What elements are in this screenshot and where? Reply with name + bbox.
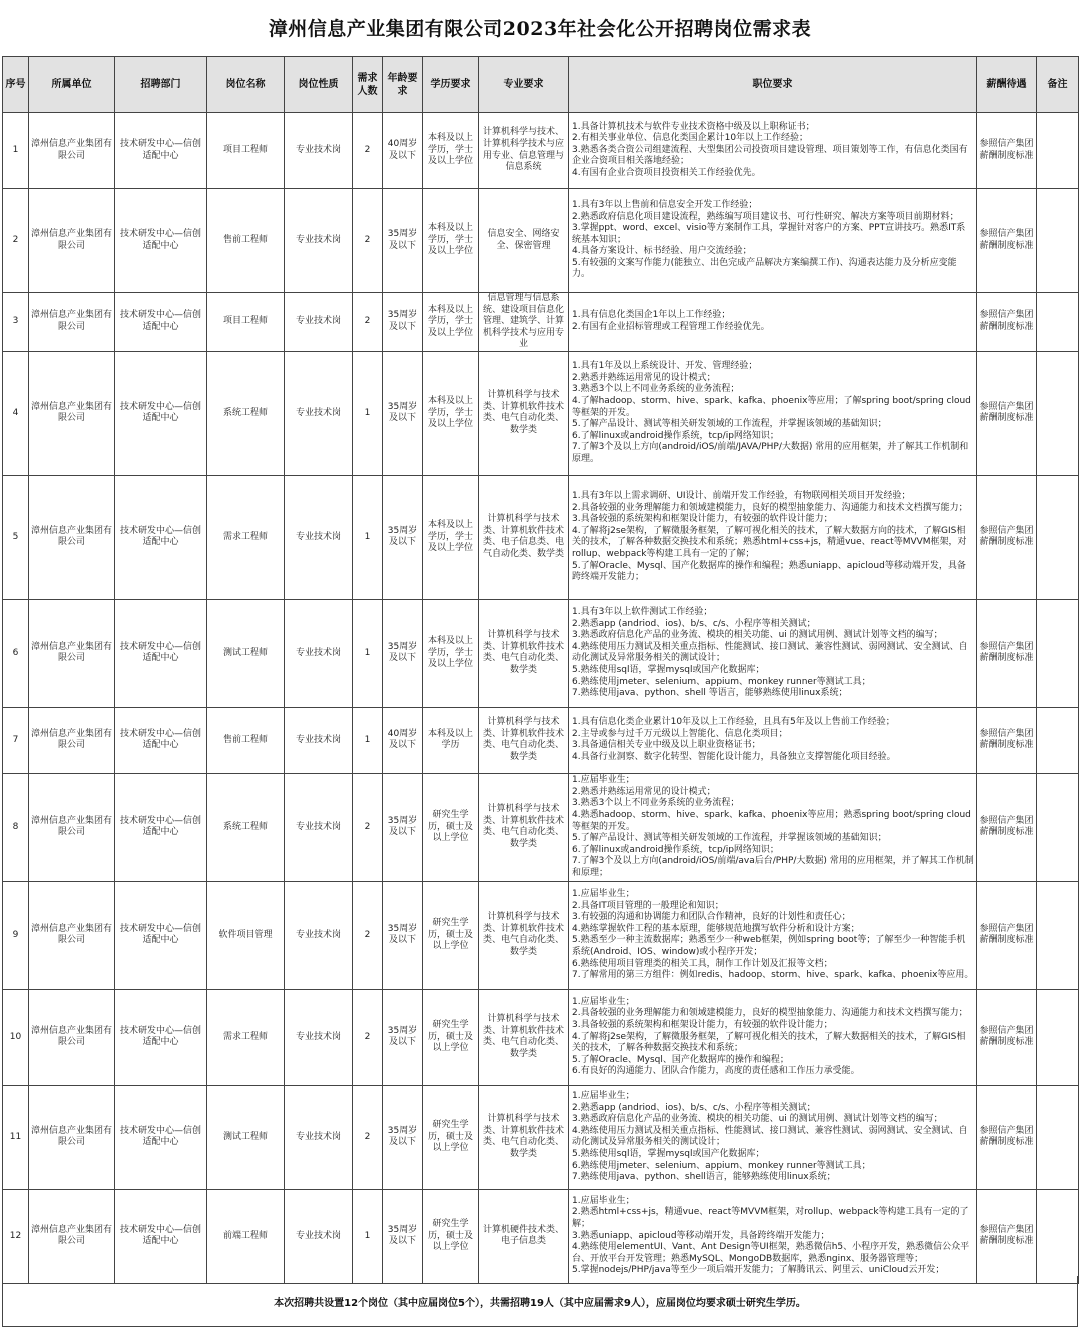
salary-cell: 参照信产集团薪酬制度标准 bbox=[977, 475, 1037, 599]
row-number: 1 bbox=[3, 113, 29, 189]
salary-cell: 参照信产集团薪酬制度标准 bbox=[977, 881, 1037, 989]
table-row bbox=[3, 881, 1079, 989]
dept-cell: 技术研发中心—信创适配中心 bbox=[115, 1189, 207, 1283]
requirement-line: 5.了解Oracle、Mysql、国产化数据库的操作和编程； bbox=[572, 1054, 789, 1065]
header-cell: 学历要求 bbox=[423, 57, 479, 113]
table-row bbox=[3, 475, 1079, 599]
requirement-line: 2.熟悉并熟练运用常见的设计模式； bbox=[572, 372, 716, 383]
requirements-cell bbox=[569, 599, 977, 707]
post-name-cell: 项目工程师 bbox=[207, 293, 285, 352]
major-cell: 计算机科学与技术类、计算机软件技术类、电气自动化类、数学类 bbox=[479, 881, 569, 989]
age-cell: 35周岁及以下 bbox=[383, 351, 423, 475]
headcount-cell: 2 bbox=[353, 773, 383, 881]
requirement-line: 4.熟练掌握软件工程的基本原理，能够规范地撰写软件分析和设计方案； bbox=[572, 923, 860, 934]
requirements-cell bbox=[569, 351, 977, 475]
headcount-cell: 1 bbox=[353, 1189, 383, 1283]
post-name-cell: 软件项目管理 bbox=[207, 881, 285, 989]
requirement-line: 1.应届毕业生； bbox=[572, 1091, 635, 1102]
header-cell: 需求人数 bbox=[353, 57, 383, 113]
requirement-line: 7.了解常用的第三方组件：例如redis、hadoop、storm、hive、spark、kafka、phoenix等应用。 bbox=[572, 970, 974, 981]
post-nature-cell: 专业技术岗 bbox=[285, 1189, 353, 1283]
row-number: 10 bbox=[3, 989, 29, 1085]
unit-cell: 漳州信息产业集团有限公司 bbox=[29, 1085, 115, 1189]
post-nature-cell: 专业技术岗 bbox=[285, 189, 353, 293]
post-name-cell: 售前工程师 bbox=[207, 189, 285, 293]
requirement-line: 2.熟悉政府信息化项目建设流程，熟练编写项目建议书、可行性研究、解决方案等项目前期材料； bbox=[572, 211, 959, 222]
requirements-cell bbox=[569, 475, 977, 599]
header-cell: 岗位性质 bbox=[285, 57, 353, 113]
page-title: 漳州信息产业集团有限公司2023年社会化公开招聘岗位需求表 bbox=[268, 18, 812, 40]
headcount-cell: 1 bbox=[353, 351, 383, 475]
header-cell: 岗位名称 bbox=[207, 57, 285, 113]
requirement-line: 2.有国有企业招标管理或工程管理工作经验优先。 bbox=[572, 321, 770, 332]
table-row bbox=[3, 113, 1079, 189]
post-name-cell: 测试工程师 bbox=[207, 1085, 285, 1189]
requirement-line: 2.具备较强的业务理解能力和领域建模能力，良好的模型抽象能力、沟通能力和技术文档撰写能力； bbox=[572, 502, 968, 513]
major-cell: 计算机科学与技术类、计算机软件技术类、电气自动化类、数学类 bbox=[479, 599, 569, 707]
dept-cell: 技术研发中心—信创适配中心 bbox=[115, 989, 207, 1085]
edu-cell: 研究生学历，硕士及以上学位 bbox=[423, 989, 479, 1085]
requirement-line: 3.具备较强的系统架构和框架设计能力，有较强的软件设计能力； bbox=[572, 1020, 833, 1031]
requirement-line: 5.了解Oracle、Mysql、国产化数据库的操作和编程；熟悉uniapp、apicloud等移动端开发，具备跨终端开发能力； bbox=[572, 560, 966, 583]
requirements-cell bbox=[569, 707, 977, 773]
requirement-line: 4.具备方案设计、标书经验、用户交流经验； bbox=[572, 246, 752, 257]
dept-cell: 技术研发中心—信创适配中心 bbox=[115, 189, 207, 293]
remark-cell bbox=[1037, 773, 1079, 881]
table-row bbox=[3, 351, 1079, 475]
remark-cell bbox=[1037, 293, 1079, 352]
age-cell: 35周岁及以下 bbox=[383, 1085, 423, 1189]
requirement-line: 1.具有1年及以上系统设计、开发、管理经验； bbox=[572, 361, 758, 372]
dept-cell: 技术研发中心—信创适配中心 bbox=[115, 881, 207, 989]
unit-cell: 漳州信息产业集团有限公司 bbox=[29, 707, 115, 773]
row-number: 3 bbox=[3, 293, 29, 352]
requirements-cell bbox=[569, 881, 977, 989]
age-cell: 40周岁及以下 bbox=[383, 113, 423, 189]
requirement-line: 5.掌握nodejs/PHP/java等至少一项后端开发能力；了解腾讯云、阿里云、uniCloud云开发； bbox=[572, 1265, 945, 1276]
post-nature-cell: 专业技术岗 bbox=[285, 599, 353, 707]
unit-cell: 漳州信息产业集团有限公司 bbox=[29, 293, 115, 352]
salary-cell: 参照信产集团薪酬制度标准 bbox=[977, 189, 1037, 293]
requirement-line: 2.有相关事业单位、信息化类国企累计10年以上工作经验； bbox=[572, 133, 809, 144]
table-row bbox=[3, 989, 1079, 1085]
header-cell: 专业要求 bbox=[479, 57, 569, 113]
salary-cell: 参照信产集团薪酬制度标准 bbox=[977, 599, 1037, 707]
requirement-line: 1.具有3年以上售前和信息安全开发工作经验； bbox=[572, 199, 758, 210]
requirement-line: 3.熟悉政府信息化产品的业务流、模块的相关功能、ui 的测试用例、测试计划等文档的编写； bbox=[572, 1114, 943, 1125]
post-name-cell: 系统工程师 bbox=[207, 773, 285, 881]
headcount-cell: 2 bbox=[353, 189, 383, 293]
table-row bbox=[3, 1085, 1079, 1189]
edu-cell: 本科及以上学历，学士及以上学位 bbox=[423, 189, 479, 293]
header-cell: 年龄要求 bbox=[383, 57, 423, 113]
unit-cell: 漳州信息产业集团有限公司 bbox=[29, 599, 115, 707]
post-nature-cell: 专业技术岗 bbox=[285, 773, 353, 881]
requirement-line: 3.掌握ppt、word、excel、visio等方案制作工具，掌握针对客户的方案、PPT宣讲技巧。熟悉IT系统基本知识； bbox=[572, 223, 966, 245]
major-cell: 计算机科学与技术类、计算机软件技术类、电气自动化类、数学类 bbox=[479, 773, 569, 881]
unit-cell: 漳州信息产业集团有限公司 bbox=[29, 1189, 115, 1283]
requirement-line: 2.具备IT项目管理的一般理论和知识； bbox=[572, 900, 724, 911]
post-nature-cell: 专业技术岗 bbox=[285, 113, 353, 189]
requirement-line: 6.熟练使用项目管理类的相关工具，制作工作计划及汇报等文档； bbox=[572, 958, 833, 969]
remark-cell bbox=[1037, 351, 1079, 475]
table-row bbox=[3, 599, 1079, 707]
requirement-line: 5.了解产品设计、测试等相关研发领域的工作流程，并掌握该领域的基础知识； bbox=[572, 833, 887, 844]
dept-cell: 技术研发中心—信创适配中心 bbox=[115, 707, 207, 773]
headcount-cell: 1 bbox=[353, 707, 383, 773]
unit-cell: 漳州信息产业集团有限公司 bbox=[29, 881, 115, 989]
unit-cell: 漳州信息产业集团有限公司 bbox=[29, 189, 115, 293]
headcount-cell: 2 bbox=[353, 1085, 383, 1189]
row-number: 5 bbox=[3, 475, 29, 599]
post-nature-cell: 专业技术岗 bbox=[285, 293, 353, 352]
requirement-line: 4.了解hadoop、storm、hive、spark、kafka、phoenix等应用；了解spring boot/spring cloud等框架的开发。 bbox=[572, 396, 971, 418]
post-nature-cell: 专业技术岗 bbox=[285, 707, 353, 773]
post-name-cell: 项目工程师 bbox=[207, 113, 285, 189]
requirement-line: 2.主导或参与过千万元级以上智能化、信息化类项目； bbox=[572, 728, 788, 739]
major-cell: 计算机科学与技术、计算机科学技术与应用专业、信息管理与信息系统 bbox=[479, 113, 569, 189]
requirement-line: 3.熟悉政府信息化产品的业务流、模块的相关功能、ui 的测试用例、测试计划等文档的编写； bbox=[572, 630, 943, 641]
requirement-line: 6.熟练使用jmeter、selenium、appium、monkey runner等测试工具； bbox=[572, 1160, 871, 1171]
requirement-line: 7.熟练使用java、python、shell 等语言，能够熟练使用linux系统； bbox=[572, 688, 848, 699]
requirement-line: 6.有良好的沟通能力、团队合作能力，高度的责任感和工作压力承受能。 bbox=[572, 1066, 860, 1077]
requirement-line: 1.应届毕业生； bbox=[572, 1195, 635, 1206]
edu-cell: 本科及以上学历，学士及以上学位 bbox=[423, 475, 479, 599]
requirement-line: 2.熟悉并熟练运用常见的设计模式； bbox=[572, 786, 716, 797]
remark-cell bbox=[1037, 113, 1079, 189]
headcount-cell: 2 bbox=[353, 293, 383, 352]
requirement-line: 4.具备行业洞察、数字化转型、智能化设计能力，具备独立支撑智能化项目经验。 bbox=[572, 752, 896, 763]
table-row bbox=[3, 707, 1079, 773]
post-nature-cell: 专业技术岗 bbox=[285, 475, 353, 599]
unit-cell: 漳州信息产业集团有限公司 bbox=[29, 351, 115, 475]
requirement-line: 3.熟悉3个以上不同业务系统的业务流程； bbox=[572, 384, 740, 395]
edu-cell: 研究生学历，硕士及以上学位 bbox=[423, 1189, 479, 1283]
remark-cell bbox=[1037, 881, 1079, 989]
requirement-line: 4.了解将j2se架构，了解微服务框架，了解可视化相关的技术，了解大数据方向的技术，了解GIS相关的技术，了解各种数据交换技术和系统；熟悉html+css+js，精通vue、react等MVVM框架，对rollup、webpack等构建工具有一定的了解； bbox=[572, 525, 967, 560]
post-nature-cell: 专业技术岗 bbox=[285, 989, 353, 1085]
requirement-line: 3.熟悉uniapp、apicloud等移动端开发，具备跨终端开发能力； bbox=[572, 1230, 830, 1241]
requirement-line: 5.熟悉至少一种主流数据库；熟悉至少一种web框架，例如spring boot等；了解至少一种智能手机系统(Android、IOS、window)或小程序开发； bbox=[572, 935, 966, 958]
row-number: 9 bbox=[3, 881, 29, 989]
row-number: 4 bbox=[3, 351, 29, 475]
edu-cell: 研究生学历，硕士及以上学位 bbox=[423, 773, 479, 881]
table-row bbox=[3, 189, 1079, 293]
requirement-line: 1.应届毕业生； bbox=[572, 996, 635, 1007]
table-row bbox=[3, 773, 1079, 881]
major-cell: 计算机硬件技术类、电子信息类 bbox=[479, 1189, 569, 1283]
requirement-line: 3.有较强的沟通和协调能力和团队合作精神，良好的计划性和责任心； bbox=[572, 912, 851, 923]
headcount-cell: 1 bbox=[353, 599, 383, 707]
post-name-cell: 需求工程师 bbox=[207, 989, 285, 1085]
requirements-cell bbox=[569, 293, 977, 352]
requirement-line: 6.了解linux或android操作系统，tcp/ip网络知识； bbox=[572, 844, 779, 855]
edu-cell: 研究生学历，硕士及以上学位 bbox=[423, 1085, 479, 1189]
job-rows bbox=[3, 113, 1079, 1284]
requirement-line: 1.具有信息化类国企1年以上工作经验； bbox=[572, 310, 731, 321]
row-number: 12 bbox=[3, 1189, 29, 1283]
requirement-line: 1.具有3年以上软件测试工作经验； bbox=[572, 607, 713, 618]
edu-cell: 本科及以上学历，学士及以上学位 bbox=[423, 351, 479, 475]
dept-cell: 技术研发中心—信创适配中心 bbox=[115, 475, 207, 599]
requirement-line: 7.了解3个及以上方向(android/iOS/前端/JAVA/PHP/大数据) 常用的应用框架，并了解其工作机制和原理。 bbox=[572, 442, 969, 465]
post-name-cell: 前端工程师 bbox=[207, 1189, 285, 1283]
summary-footer: 本次招聘共设置12个岗位（其中应届岗位5个），共需招聘19人（其中应届需求9人），应届岗位均要求硕士研究生学历。 bbox=[2, 1276, 1078, 1327]
requirement-line: 4.熟悉hadoop、storm、hive、spark、kafka、phoenix等应用；熟悉spring boot/spring cloud等框架的开发。 bbox=[572, 810, 971, 832]
salary-cell: 参照信产集团薪酬制度标准 bbox=[977, 773, 1037, 881]
post-name-cell: 系统工程师 bbox=[207, 351, 285, 475]
job-table bbox=[2, 56, 1079, 1284]
requirements-cell bbox=[569, 1189, 977, 1283]
dept-cell: 技术研发中心—信创适配中心 bbox=[115, 293, 207, 352]
requirement-line: 7.熟练使用java、python、shell语言，能够熟练使用linux系统； bbox=[572, 1172, 836, 1183]
row-number: 2 bbox=[3, 189, 29, 293]
remark-cell bbox=[1037, 1085, 1079, 1189]
header-cell: 所属单位 bbox=[29, 57, 115, 113]
remark-cell bbox=[1037, 707, 1079, 773]
header-cell: 招聘部门 bbox=[115, 57, 207, 113]
requirement-line: 4.熟练使用压力测试及相关重点指标、性能测试、接口测试、兼容性测试、弱网测试、安全测试、自动化测试及异常服务相关的测试设计； bbox=[572, 1125, 968, 1148]
edu-cell: 研究生学历，硕士及以上学位 bbox=[423, 881, 479, 989]
requirement-line: 7.了解3个及以上方向(android/iOS/前端/ava后台/PHP/大数据) 常用的应用框架，并了解其工作机制和原理； bbox=[572, 856, 974, 879]
age-cell: 35周岁及以下 bbox=[383, 773, 423, 881]
headcount-cell: 2 bbox=[353, 989, 383, 1085]
requirement-line: 2.具备较强的业务理解能力和领域建模能力，良好的模型抽象能力、沟通能力和技术文档撰写能力； bbox=[572, 1008, 968, 1019]
requirement-line: 2.熟悉app (andriod、ios)、b/s、c/s、小程序等相关测试； bbox=[572, 618, 816, 629]
age-cell: 35周岁及以下 bbox=[383, 189, 423, 293]
dept-cell: 技术研发中心—信创适配中心 bbox=[115, 351, 207, 475]
major-cell: 信息管理与信息系统、建设项目信息化管理、建筑学、计算机科学技术与应用专业 bbox=[479, 293, 569, 352]
age-cell: 35周岁及以下 bbox=[383, 475, 423, 599]
requirement-line: 1.具备计算机技术与软件专业技术资格中级及以上职称证书； bbox=[572, 121, 815, 132]
row-number: 11 bbox=[3, 1085, 29, 1189]
major-cell: 计算机科学与技术类、计算机软件技术类、电子信息类、电气自动化类、数学类 bbox=[479, 475, 569, 599]
edu-cell: 本科及以上学历，学士及以上学位 bbox=[423, 293, 479, 352]
requirement-line: 4.熟练使用elementUI、Vant、Ant Design等UI框架，熟悉微信h5、小程序开发，熟悉微信公众平台、开放平台开发管理；熟悉MySQL、MongoDB数据库，熟悉nginx、服务器管理等； bbox=[572, 1242, 970, 1264]
requirement-line: 3.具备通信相关专业中级及以上职业资格证书； bbox=[572, 740, 761, 751]
table-row bbox=[3, 293, 1079, 352]
post-nature-cell: 专业技术岗 bbox=[285, 881, 353, 989]
requirements-cell bbox=[569, 189, 977, 293]
salary-cell: 参照信产集团薪酬制度标准 bbox=[977, 707, 1037, 773]
salary-cell: 参照信产集团薪酬制度标准 bbox=[977, 1085, 1037, 1189]
requirements-cell bbox=[569, 989, 977, 1085]
remark-cell bbox=[1037, 989, 1079, 1085]
requirement-line: 6.了解linux或android操作系统，tcp/ip网络知识； bbox=[572, 430, 779, 441]
requirement-line: 4.有国有企业合资项目投资相关工作经验优先。 bbox=[572, 167, 761, 178]
dept-cell: 技术研发中心—信创适配中心 bbox=[115, 599, 207, 707]
header-cell: 职位要求 bbox=[569, 57, 977, 113]
requirement-line: 1.应届毕业生； bbox=[572, 775, 635, 786]
headcount-cell: 2 bbox=[353, 113, 383, 189]
age-cell: 35周岁及以下 bbox=[383, 599, 423, 707]
major-cell: 计算机科学与技术类、计算机软件技术类、电气自动化类、数学类 bbox=[479, 351, 569, 475]
unit-cell: 漳州信息产业集团有限公司 bbox=[29, 989, 115, 1085]
requirement-line: 2.熟悉app (andriod、ios)、b/s、c/s、小程序等相关测试； bbox=[572, 1102, 816, 1113]
header-cell: 备注 bbox=[1037, 57, 1079, 113]
requirement-line: 5.熟练使用sql语，掌握mysql或国产化数据库； bbox=[572, 665, 765, 676]
salary-cell: 参照信产集团薪酬制度标准 bbox=[977, 989, 1037, 1085]
edu-cell: 本科及以上学历 bbox=[423, 707, 479, 773]
post-name-cell: 测试工程师 bbox=[207, 599, 285, 707]
dept-cell: 技术研发中心—信创适配中心 bbox=[115, 1085, 207, 1189]
age-cell: 35周岁及以下 bbox=[383, 1189, 423, 1283]
dept-cell: 技术研发中心—信创适配中心 bbox=[115, 773, 207, 881]
age-cell: 35周岁及以下 bbox=[383, 293, 423, 352]
post-nature-cell: 专业技术岗 bbox=[285, 1085, 353, 1189]
major-cell: 计算机科学与技术类、计算机软件技术类、电气自动化类、数学类 bbox=[479, 707, 569, 773]
row-number: 6 bbox=[3, 599, 29, 707]
requirement-line: 5.有较强的文案写作能力(能独立、出色完成产品解决方案编撰工作)、沟通表达能力及分析应变能力。 bbox=[572, 257, 957, 280]
dept-cell: 技术研发中心—信创适配中心 bbox=[115, 113, 207, 189]
post-name-cell: 售前工程师 bbox=[207, 707, 285, 773]
requirement-line: 1.具有信息化类企业累计10年及以上工作经验，且具有5年及以上售前工作经验； bbox=[572, 717, 895, 728]
headcount-cell: 2 bbox=[353, 881, 383, 989]
salary-cell: 参照信产集团薪酬制度标准 bbox=[977, 351, 1037, 475]
requirement-line: 4.了解将j2se架构，了解微服务框架，了解可视化相关的技术，了解大数据相关的技术，了解GIS相关的技术，了解各种数据交换技术和系统； bbox=[572, 1031, 966, 1054]
age-cell: 40周岁及以下 bbox=[383, 707, 423, 773]
row-number: 8 bbox=[3, 773, 29, 881]
requirement-line: 3.具备较强的系统架构和框架设计能力，有较强的软件设计能力； bbox=[572, 514, 833, 525]
salary-cell: 参照信产集团薪酬制度标准 bbox=[977, 113, 1037, 189]
headcount-cell: 1 bbox=[353, 475, 383, 599]
edu-cell: 本科及以上学历，学士及以上学位 bbox=[423, 113, 479, 189]
requirement-line: 1.具有3年以上需求调研、UI设计、前端开发工作经验，有物联网相关项目开发经验； bbox=[572, 491, 911, 502]
table-header-row bbox=[3, 57, 1079, 113]
header-cell: 薪酬待遇 bbox=[977, 57, 1037, 113]
row-number: 7 bbox=[3, 707, 29, 773]
header-cell: 序号 bbox=[3, 57, 29, 113]
requirement-line: 4.熟练使用压力测试及相关重点指标、性能测试、接口测试、兼容性测试、弱网测试、安全测试、自动化测试及异常服务相关的测试设计； bbox=[572, 641, 968, 664]
requirement-line: 5.熟练使用sql语，掌握mysql或国产化数据库； bbox=[572, 1149, 765, 1160]
requirements-cell bbox=[569, 113, 977, 189]
unit-cell: 漳州信息产业集团有限公司 bbox=[29, 113, 115, 189]
age-cell: 35周岁及以下 bbox=[383, 881, 423, 989]
major-cell: 计算机科学与技术类、计算机软件技术类、电气自动化类、数学类 bbox=[479, 1085, 569, 1189]
table-row bbox=[3, 1189, 1079, 1283]
age-cell: 35周岁及以下 bbox=[383, 989, 423, 1085]
major-cell: 信息安全、网络安全、保密管理 bbox=[479, 189, 569, 293]
requirements-cell bbox=[569, 1085, 977, 1189]
requirement-line: 3.熟悉3个以上不同业务系统的业务流程； bbox=[572, 798, 740, 809]
post-nature-cell: 专业技术岗 bbox=[285, 351, 353, 475]
remark-cell bbox=[1037, 599, 1079, 707]
requirement-line: 3.熟悉各类合资公司组建流程、大型集团公司投资项目建设管理、项目策划等工作，有信息化类国有企业合资项目相关落地经验； bbox=[572, 144, 968, 167]
requirement-line: 5.了解产品设计、测试等相关研发领域的工作流程，并掌握该领域的基础知识； bbox=[572, 419, 887, 430]
requirement-line: 6.熟练使用jmeter、selenium、appium、monkey runner等测试工具； bbox=[572, 676, 871, 687]
requirement-line: 2.熟悉html+css+js，精通vue、react等MVVM框架，对rollup、webpack等构建工具有一定的了解； bbox=[572, 1207, 969, 1230]
requirements-cell bbox=[569, 773, 977, 881]
salary-cell: 参照信产集团薪酬制度标准 bbox=[977, 293, 1037, 352]
edu-cell: 本科及以上学历，学士及以上学位 bbox=[423, 599, 479, 707]
unit-cell: 漳州信息产业集团有限公司 bbox=[29, 773, 115, 881]
remark-cell bbox=[1037, 1189, 1079, 1283]
unit-cell: 漳州信息产业集团有限公司 bbox=[29, 475, 115, 599]
remark-cell bbox=[1037, 475, 1079, 599]
remark-cell bbox=[1037, 189, 1079, 293]
salary-cell: 参照信产集团薪酬制度标准 bbox=[977, 1189, 1037, 1283]
post-name-cell: 需求工程师 bbox=[207, 475, 285, 599]
requirement-line: 1.应届毕业生； bbox=[572, 889, 635, 900]
major-cell: 计算机科学与技术类、计算机软件技术类、电气自动化类、数学类 bbox=[479, 989, 569, 1085]
